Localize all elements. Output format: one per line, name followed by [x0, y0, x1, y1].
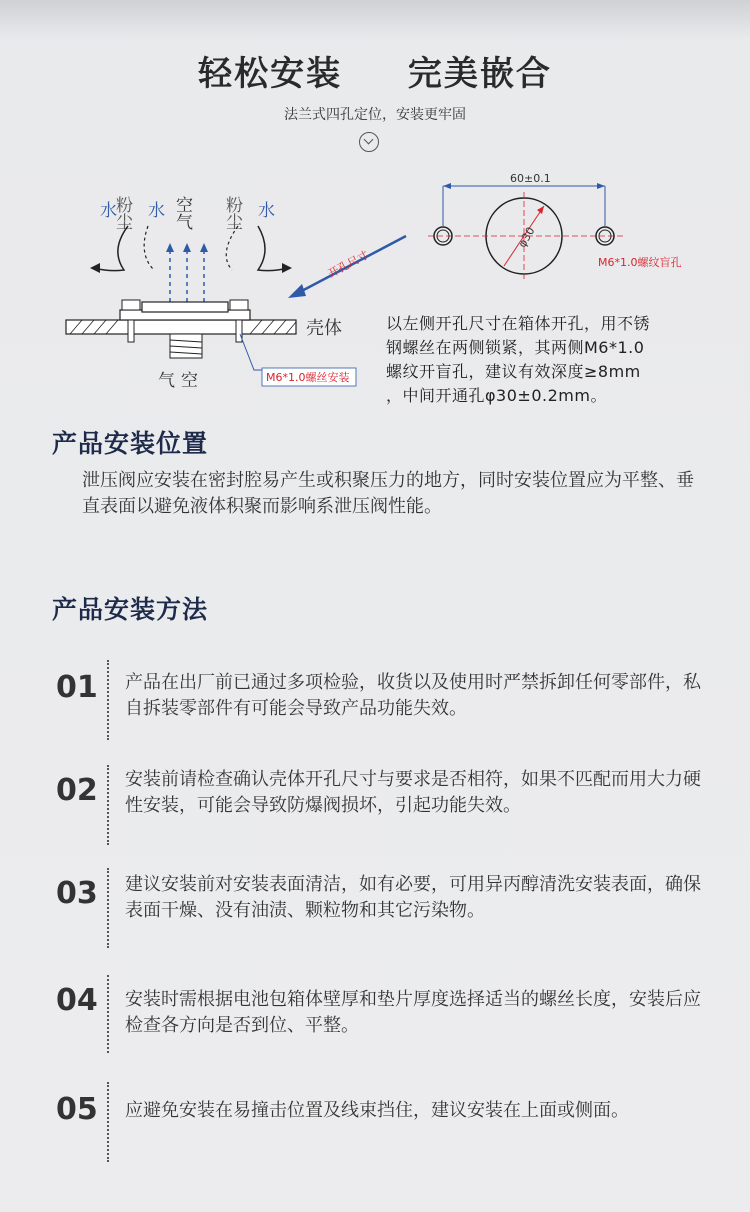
step-number: 01 — [56, 670, 98, 705]
method-section-title: 产品安装方法 — [52, 595, 209, 624]
install-note — [386, 312, 716, 408]
water-right: 水 — [258, 201, 275, 221]
step-text: 安装前请检查确认壳体开孔尺寸与要求是否相符，如果不匹配而用大力硬性安装，可能会导致防爆阀损坏，引起功能失效。 — [125, 769, 701, 816]
shell-label: 壳体 — [306, 318, 342, 339]
step-divider — [107, 868, 109, 948]
air-bottom-label: 气空 — [158, 371, 204, 391]
step-divider — [107, 1082, 109, 1162]
chevron-down-icon — [359, 132, 379, 152]
step-number: 02 — [56, 773, 98, 808]
water-left-2: 水 — [148, 201, 165, 221]
step-text: 安装时需根据电池包箱体壁厚和垫片厚度选择适当的螺丝长度，安装后应检查各方向是否到位、平整。 — [125, 989, 701, 1036]
blind-hole-callout: M6*1.0螺纹盲孔 — [598, 256, 682, 269]
step-divider — [107, 975, 109, 1053]
air-top-label: 空气 — [172, 196, 192, 230]
step-text: 产品在出厂前已通过多项检验，收货以及使用时严禁拆卸任何零部件，私自拆装零部件有可能会导致产品功能失效。 — [125, 672, 701, 719]
step-number: 05 — [56, 1092, 98, 1127]
hole-label: 开孔尺寸 — [325, 248, 371, 281]
position-section-text: 泄压阀应安装在密封腔易产生或积聚压力的地方，同时安装位置应为平整、垂直表面以避免液体积聚而影响系泄压阀性能。 — [82, 470, 694, 517]
step-text: 应避免安装在易撞击位置及线束挡住，建议安装在上面或侧面。 — [125, 1100, 629, 1121]
step-text: 建议安装前对安装表面清洁，如有必要，可用异丙醇清洗安装表面，确保表面干燥、没有油渍、颗粒物和其它污染物。 — [125, 874, 701, 921]
water-left-1: 水 — [100, 201, 117, 221]
install-note-line: 螺纹开盲孔，建议有效深度≥8mm — [386, 362, 641, 381]
step-divider — [107, 765, 109, 845]
position-section-title: 产品安装位置 — [52, 429, 209, 458]
screw-callout: M6*1.0螺丝安装 — [266, 371, 350, 384]
install-note-line: ，中间开通孔φ30±0.2mm。 — [386, 386, 607, 405]
install-note-line: 钢螺丝在两侧锁紧，其两侧M6*1.0 — [386, 338, 645, 357]
hero-subtitle: 法兰式四孔定位，安装更牢固 — [284, 107, 466, 123]
install-note-line: 以左侧开孔尺寸在箱体开孔，用不锈 — [386, 314, 651, 333]
hero-title-right: 完美嵌合 — [407, 54, 552, 94]
step-number: 04 — [56, 983, 98, 1018]
step-number: 03 — [56, 876, 98, 911]
diameter-label: φ30 — [515, 224, 538, 250]
hero-title — [0, 46, 750, 95]
dust-right-label: 粉尘 — [222, 196, 242, 230]
step-divider — [107, 660, 109, 740]
hero-title-left: 轻松安装 — [198, 54, 343, 94]
dust-left-label: 粉尘 — [112, 196, 132, 230]
dimension-label: 60±0.1 — [510, 172, 551, 185]
